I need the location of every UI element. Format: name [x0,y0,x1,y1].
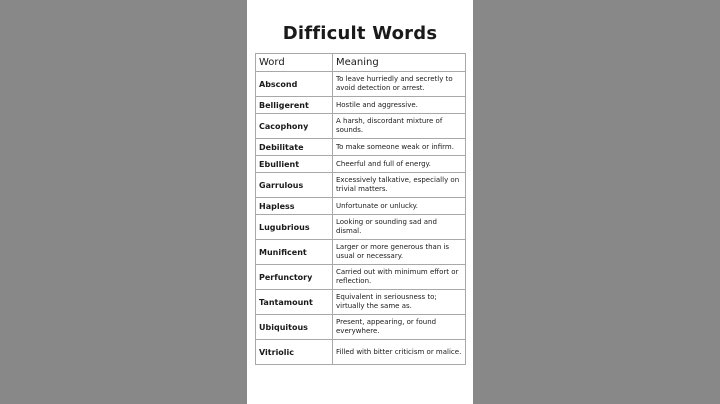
meaning-cell: Filled with bitter criticism or malice. [333,340,466,365]
header-meaning: Meaning [333,54,466,72]
meaning-cell: Looking or sounding sad and dismal. [333,215,466,240]
table-row [256,97,466,114]
word-cell: Vitriolic [256,340,333,365]
meaning-cell: Excessively talkative, especially on trivial matters. [333,173,466,198]
meaning-cell: Carried out with minimum effort or reflection. [333,265,466,290]
table-row [256,340,466,365]
table-row [256,240,466,265]
table-row [256,265,466,290]
word-cell: Ebullient [256,156,333,173]
word-cell: Tantamount [256,290,333,315]
meaning-cell: Unfortunate or unlucky. [333,198,466,215]
word-cell: Belligerent [256,97,333,114]
table-row [256,290,466,315]
table-row [256,215,466,240]
word-cell: Abscond [256,72,333,97]
table-row [256,114,466,139]
word-cell: Lugubrious [256,215,333,240]
table-header-row [256,54,466,72]
document-page [247,0,473,404]
table-row [256,139,466,156]
word-cell: Hapless [256,198,333,215]
table-row [256,156,466,173]
word-cell: Garrulous [256,173,333,198]
header-word: Word [256,54,333,72]
table-row [256,315,466,340]
meaning-cell: To leave hurriedly and secretly to avoid detection or arrest. [333,72,466,97]
word-cell: Cacophony [256,114,333,139]
meaning-cell: A harsh, discordant mixture of sounds. [333,114,466,139]
word-cell: Perfunctory [256,265,333,290]
page-title: Difficult Words [282,23,438,44]
table-row [256,173,466,198]
word-cell: Munificent [256,240,333,265]
meaning-cell: Hostile and aggressive. [333,97,466,114]
table-row [256,198,466,215]
meaning-cell: Present, appearing, or found everywhere. [333,315,466,340]
meaning-cell: To make someone weak or infirm. [333,139,466,156]
meaning-cell: Cheerful and full of energy. [333,156,466,173]
words-table [255,53,466,365]
table-row [256,72,466,97]
word-cell: Debilitate [256,139,333,156]
meaning-cell: Larger or more generous than is usual or necessary. [333,240,466,265]
word-cell: Ubiquitous [256,315,333,340]
meaning-cell: Equivalent in seriousness to; virtually the same as. [333,290,466,315]
